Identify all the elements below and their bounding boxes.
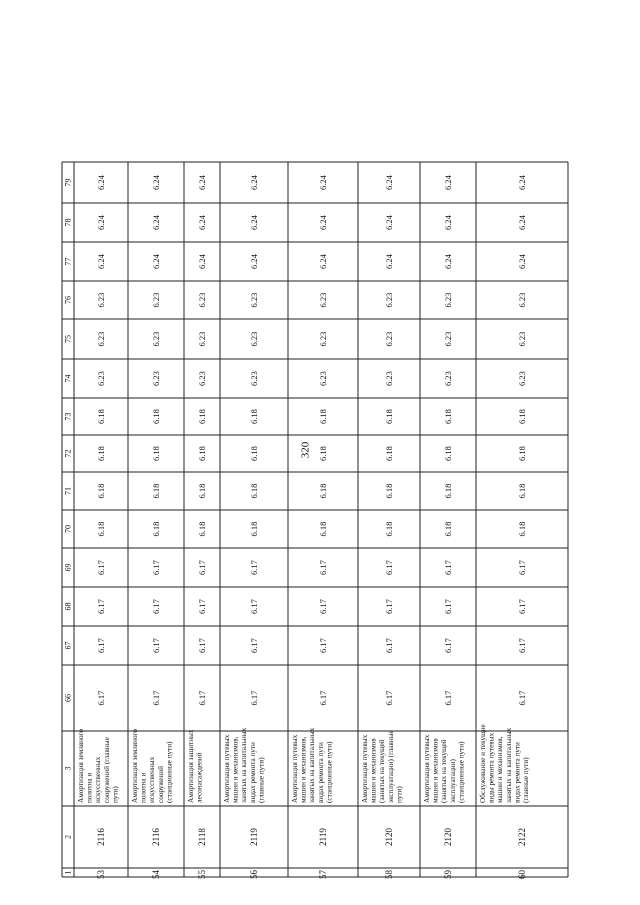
row-name-line: виды ремонта путевых <box>487 732 496 803</box>
table-cell: 6.17 <box>249 638 259 653</box>
table-cell: 6.24 <box>517 175 527 190</box>
table-cell: 6.18 <box>517 521 527 537</box>
table-cell: 6.18 <box>384 409 394 424</box>
table-cell: 6.23 <box>384 371 394 386</box>
column-header: 70 <box>63 525 73 533</box>
column-header: 69 <box>63 563 73 572</box>
table-cell: 6.17 <box>96 560 106 575</box>
table-cell: 6.24 <box>384 254 394 269</box>
table-cell: 6.24 <box>249 175 259 190</box>
row-name-line: сооружений (главные <box>102 737 111 803</box>
column-header: 2 <box>63 835 73 839</box>
table-cell: 6.23 <box>384 292 394 308</box>
table-cell: 6.17 <box>517 638 527 653</box>
table-cell: 6.24 <box>443 254 453 269</box>
column-header: 77 <box>63 257 73 266</box>
table-cell: 6.24 <box>443 175 453 190</box>
column-header: 68 <box>63 602 73 611</box>
table-cell: 6.18 <box>197 521 207 537</box>
table-cell: 6.24 <box>249 254 259 269</box>
table-cell: 6.17 <box>197 690 207 706</box>
table-cell: 6.23 <box>318 371 328 386</box>
table-cell: 6.18 <box>197 483 207 499</box>
column-header: 79 <box>63 178 73 187</box>
row-name-line: эксплуатации) (главные <box>386 730 395 803</box>
table-cell: 6.23 <box>151 371 161 386</box>
row-name-line: Амортизация путевых <box>223 734 231 803</box>
table-cell: 6.17 <box>96 690 106 706</box>
table-cell: 6.23 <box>96 331 106 347</box>
row-name-line: Амортизация защитных <box>187 729 195 803</box>
table-cell: 6.24 <box>197 175 207 190</box>
column-header: 75 <box>63 335 73 343</box>
table-cell: 6.24 <box>517 215 527 230</box>
table-cell: 6.17 <box>517 560 527 575</box>
row-name-line: Амортизация путевых <box>291 734 299 803</box>
table-cell: 6.24 <box>517 254 527 269</box>
table-cell: 6.24 <box>96 254 106 269</box>
table-cell: 6.23 <box>197 331 207 347</box>
table-cell: 6.18 <box>249 521 259 537</box>
row-name-line: Амортизация земляного <box>77 729 85 803</box>
row-name-line: (занятых на текущей <box>378 739 387 803</box>
column-header: 1 <box>63 870 73 875</box>
table-cell: 6.18 <box>443 521 453 537</box>
row-name-line: Амортизация путевых <box>423 734 431 803</box>
table-cell: 6.18 <box>96 521 106 537</box>
table-cell: 6.18 <box>318 409 328 424</box>
table-cell: 6.24 <box>249 215 259 230</box>
row-name-line: машин и механизмов, <box>496 736 505 803</box>
table-cell: 6.23 <box>249 331 259 347</box>
row-name-line: (занятых на текущей <box>440 739 449 803</box>
table-cell: 6.23 <box>318 292 328 308</box>
table-cell: 6.23 <box>443 331 453 347</box>
table-cell: 6.17 <box>384 690 394 706</box>
row-name-line: машин и механизмов <box>431 738 440 803</box>
table-cell: 6.17 <box>197 638 207 653</box>
row-name-line: искусственных <box>148 756 157 803</box>
table-cell: 6.23 <box>197 292 207 308</box>
table-cell: 6.24 <box>151 175 161 190</box>
table-cell: 6.18 <box>318 521 328 537</box>
table-cell: 6.24 <box>384 175 394 190</box>
row-name-line: искусственных <box>94 756 103 803</box>
table-cell: 6.17 <box>384 560 394 575</box>
row-name-line: полотна и <box>139 772 148 803</box>
table-cell: 6.18 <box>96 483 106 499</box>
row-number: 57 <box>318 870 328 879</box>
row-name-line: (главные пути) <box>522 757 530 803</box>
row-name-line: сооружений <box>156 766 165 803</box>
row-name-line: Амортизация земляного <box>131 729 139 803</box>
table-cell: 6.18 <box>384 446 394 461</box>
row-number: 53 <box>96 870 106 879</box>
table-cell: 6.17 <box>318 560 328 575</box>
column-header: 67 <box>63 641 73 650</box>
row-number: 56 <box>249 870 259 879</box>
column-header: 76 <box>63 296 73 304</box>
table-cell: 6.17 <box>96 638 106 653</box>
row-name-line: Обслуживание и текущие <box>479 724 487 803</box>
row-name-line: видах ремонта пути <box>513 742 522 803</box>
table-cell: 6.23 <box>151 331 161 347</box>
row-code: 2120 <box>443 828 453 846</box>
table-cell: 6.18 <box>197 446 207 461</box>
table-cell: 6.17 <box>318 638 328 653</box>
column-header: 78 <box>63 218 73 227</box>
column-header: 73 <box>63 412 73 421</box>
page-number: 320 <box>299 441 312 459</box>
table-cell: 6.18 <box>249 483 259 499</box>
table-cell: 6.17 <box>96 599 106 614</box>
table-cell: 6.17 <box>151 599 161 614</box>
table-cell: 6.17 <box>384 599 394 614</box>
row-name-line: занятых на капитальных <box>308 727 317 803</box>
row-number: 55 <box>197 870 207 879</box>
row-name-line: видах ремонта пути <box>248 742 257 803</box>
table-cell: 6.17 <box>249 690 259 706</box>
table-cell: 6.23 <box>151 292 161 308</box>
column-header: 66 <box>63 694 73 702</box>
column-header: 71 <box>63 487 73 495</box>
table-cell: 6.24 <box>443 215 453 230</box>
row-name-line: (главные пути) <box>257 757 266 803</box>
table-cell: 6.23 <box>517 371 527 386</box>
table-cell: 6.18 <box>517 446 527 461</box>
column-header: 74 <box>63 374 73 383</box>
table-cell: 6.24 <box>151 215 161 230</box>
row-number: 60 <box>517 870 527 879</box>
row-name-line: пути) <box>111 786 120 803</box>
table-cell: 6.18 <box>443 446 453 461</box>
table-cell: 6.17 <box>151 560 161 575</box>
table-cell: 6.24 <box>384 215 394 230</box>
row-name-line: эксплуатации) <box>448 759 457 803</box>
table-cell: 6.18 <box>96 409 106 424</box>
table-cell: 6.24 <box>318 254 328 269</box>
table-cell: 6.18 <box>197 409 207 424</box>
row-name-line: (станционные пути) <box>165 741 174 803</box>
table-cell: 6.17 <box>384 638 394 653</box>
table-cell: 6.24 <box>318 215 328 230</box>
table-cell: 6.23 <box>517 292 527 308</box>
table-cell: 6.17 <box>249 599 259 614</box>
row-code: 2119 <box>249 828 259 846</box>
table-cell: 6.23 <box>318 331 328 347</box>
table-cell: 6.17 <box>249 560 259 575</box>
table-cell: 6.24 <box>197 254 207 269</box>
table-cell: 6.24 <box>96 175 106 190</box>
row-name-line: (станционные пути) <box>457 741 466 803</box>
row-code: 2120 <box>384 828 394 846</box>
table-cell: 6.17 <box>517 599 527 614</box>
table-cell: 6.17 <box>443 638 453 653</box>
column-header: 3 <box>63 766 73 771</box>
table-cell: 6.18 <box>384 521 394 537</box>
table-cell: 6.18 <box>517 409 527 424</box>
table-cell: 6.23 <box>197 371 207 386</box>
table-cell: 6.18 <box>318 483 328 499</box>
table-cell: 6.18 <box>517 483 527 499</box>
table-cell: 6.23 <box>249 371 259 386</box>
table-cell: 6.24 <box>197 215 207 230</box>
table-cell: 6.23 <box>384 331 394 347</box>
table-cell: 6.23 <box>443 371 453 386</box>
table-cell: 6.17 <box>151 690 161 706</box>
row-name-line: машин и механизмов <box>369 738 378 803</box>
row-name-line: пути) <box>395 786 404 803</box>
row-number: 54 <box>151 870 161 879</box>
row-name-line: (станционные пути) <box>325 741 334 803</box>
row-code: 2119 <box>318 828 328 846</box>
table-cell: 6.24 <box>96 215 106 230</box>
table-cell: 6.18 <box>151 446 161 461</box>
table-cell: 6.23 <box>517 331 527 347</box>
row-name-line: видах ремонта пути <box>316 742 325 803</box>
table-cell: 6.17 <box>443 599 453 614</box>
table-cell: 6.18 <box>249 446 259 461</box>
table-cell: 6.18 <box>318 446 328 461</box>
table-cell: 6.23 <box>96 371 106 386</box>
row-code: 2116 <box>96 828 106 846</box>
row-name-line: лесонасаждений <box>195 752 204 803</box>
table-cell: 6.18 <box>249 409 259 424</box>
row-code: 2118 <box>197 828 207 846</box>
table-cell: 6.18 <box>96 446 106 461</box>
table-cell: 6.18 <box>151 483 161 499</box>
row-code: 2122 <box>517 828 527 846</box>
table-cell: 6.24 <box>318 175 328 190</box>
table-cell: 6.23 <box>96 292 106 308</box>
table-cell: 6.18 <box>443 483 453 499</box>
table-cell: 6.18 <box>151 521 161 537</box>
table-cell: 6.17 <box>318 599 328 614</box>
table-cell: 6.17 <box>197 599 207 614</box>
table-cell: 6.24 <box>151 254 161 269</box>
table-cell: 6.17 <box>318 690 328 706</box>
table-cell: 6.23 <box>249 292 259 308</box>
row-code: 2116 <box>151 828 161 846</box>
row-name-line: Амортизация путевых <box>361 734 369 803</box>
table-cell: 6.17 <box>197 560 207 575</box>
table-cell: 6.17 <box>517 690 527 706</box>
table-cell: 6.18 <box>384 483 394 499</box>
table-cell: 6.18 <box>443 409 453 424</box>
table-cell: 6.17 <box>443 560 453 575</box>
row-name-line: занятых на капитальных <box>240 727 249 803</box>
row-number: 59 <box>443 870 453 879</box>
table-cell: 6.17 <box>151 638 161 653</box>
row-number: 58 <box>384 870 394 879</box>
row-name-line: полотна и <box>85 772 94 803</box>
table-cell: 6.17 <box>443 690 453 706</box>
table-cell: 6.18 <box>151 409 161 424</box>
row-name-line: машин и механизмов, <box>299 736 308 803</box>
row-name-line: занятых на капитальных <box>504 727 513 803</box>
row-name-line: машин и механизмов, <box>231 736 240 803</box>
table-cell: 6.23 <box>443 292 453 308</box>
column-header: 72 <box>63 449 73 458</box>
